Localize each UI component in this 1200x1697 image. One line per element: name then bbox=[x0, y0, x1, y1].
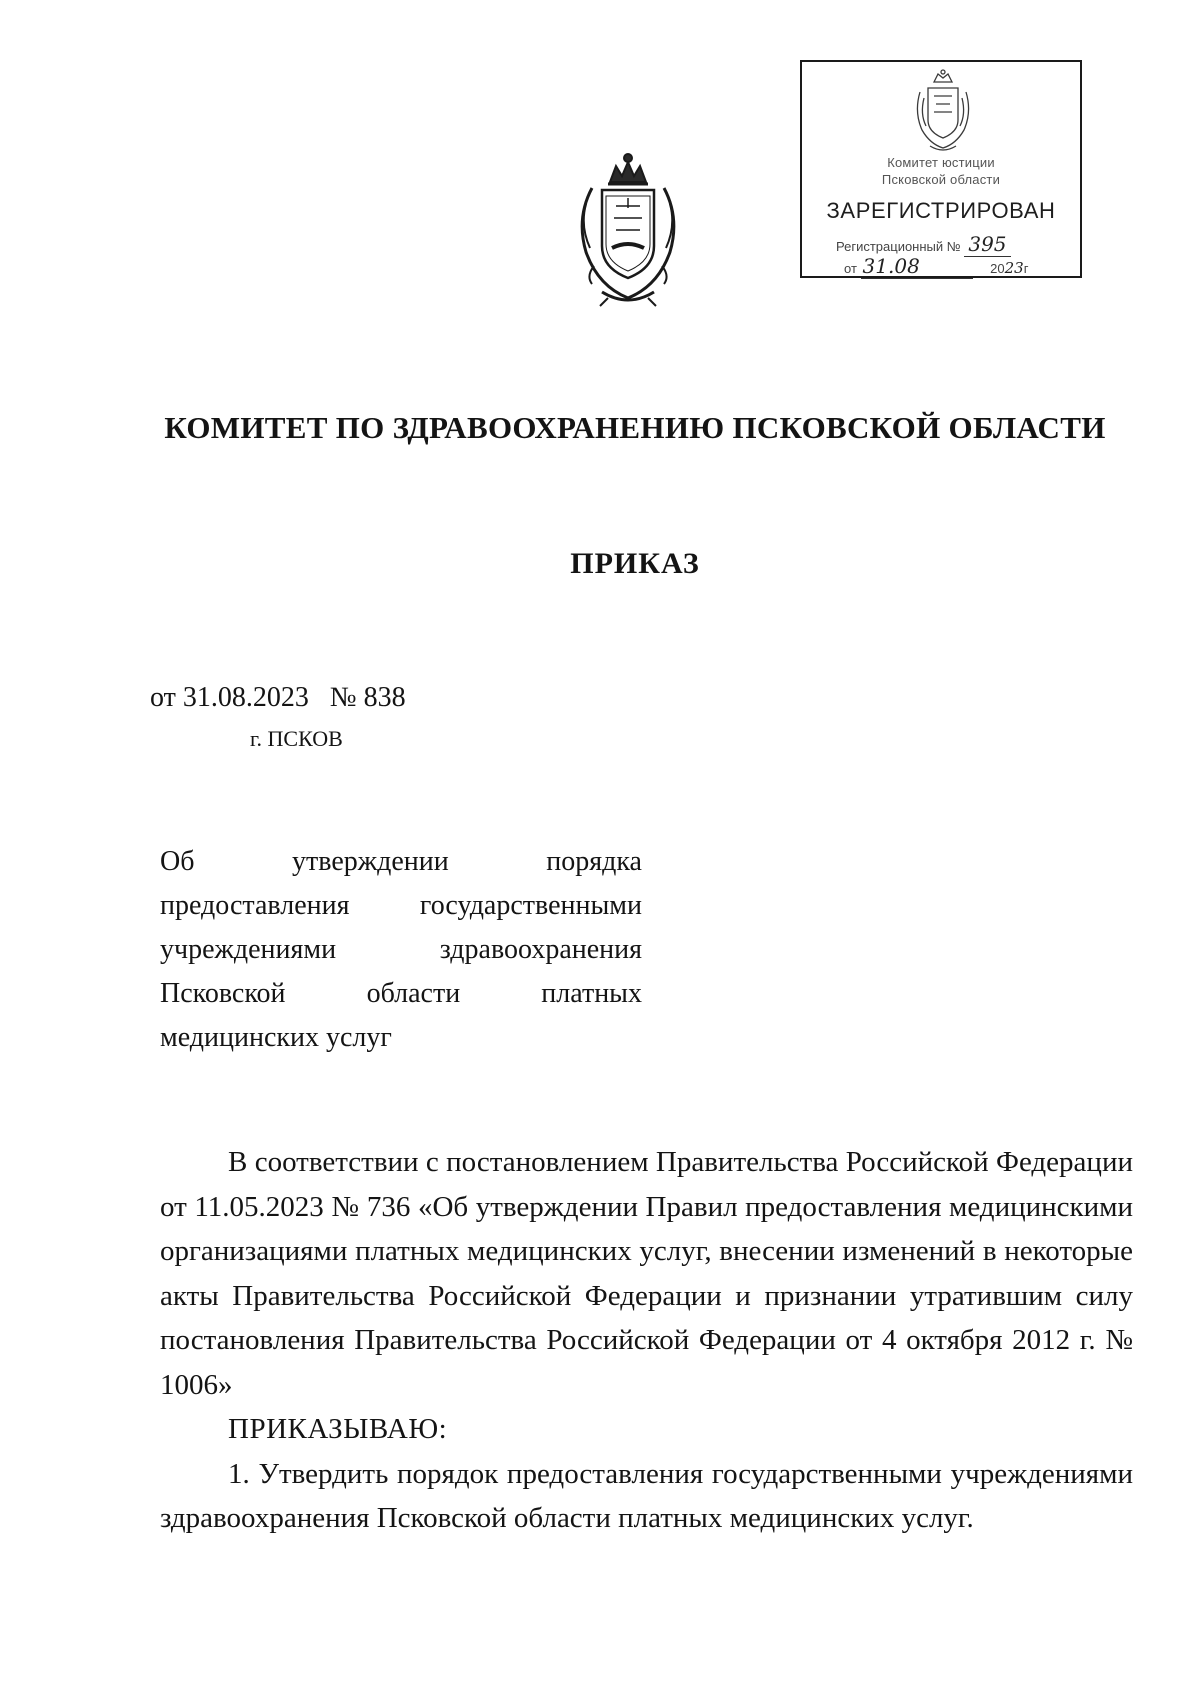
date-prefix: от bbox=[150, 682, 176, 713]
document-number: 838 bbox=[363, 682, 406, 713]
stamp-date-label: от bbox=[844, 261, 857, 276]
stamp-date-line bbox=[844, 254, 1028, 279]
document-type: ПРИКАЗ bbox=[570, 547, 700, 580]
document-city: г. ПСКОВ bbox=[250, 726, 343, 751]
stamp-year-prefix: 20 bbox=[990, 261, 1005, 276]
stamp-reg-number: 395 bbox=[964, 232, 1010, 257]
stamp-year bbox=[990, 261, 1028, 276]
order-item-1: 1. Утвердить порядок предоставления государственными учреждениями здравоохранения Псковской области платных медицинских услуг. bbox=[160, 1457, 1133, 1534]
stamp-status: ЗАРЕГИСТРИРОВАН bbox=[826, 198, 1056, 223]
stamp-organization bbox=[802, 154, 1080, 188]
document-body bbox=[160, 1140, 1133, 1541]
organization-title: КОМИТЕТ ПО ЗДРАВООХРАНЕНИЮ ПСКОВСКОЙ ОБЛАСТИ bbox=[164, 410, 1106, 445]
document-subject: Об утверждении порядка предоставления государственными учреждениями здравоохранения Псковской области платных медицинских услуг bbox=[160, 846, 642, 1053]
stamp-year-suffix: г bbox=[1023, 261, 1029, 276]
document-date: 31.08.2023 bbox=[182, 682, 309, 713]
stamp-registration-line bbox=[836, 232, 1011, 256]
stamp-org-line2: Псковской области bbox=[881, 172, 1001, 187]
registration-stamp bbox=[800, 60, 1082, 278]
stamp-date-value: 31.08 bbox=[861, 254, 973, 279]
preamble-paragraph: В соответствии с постановлением Правительства Российской Федерации от 11.05.2023 № 736 «Об утверждении Правил предоставления медицинскими организациями платных медицинских услуг, внесении изменений в некоторые акты Правительства Российской Федерации и признании утратившим силу постановления Правительства Российской Федерации от 4 октября 2012 г. № 1006» bbox=[160, 1146, 1133, 1401]
coat-of-arms-icon bbox=[910, 68, 976, 154]
stamp-year-value: 23 bbox=[1004, 259, 1024, 277]
stamp-reg-label: Регистрационный № bbox=[836, 239, 961, 254]
order-word: ПРИКАЗЫВАЮ: bbox=[228, 1413, 448, 1445]
number-sign: № bbox=[329, 682, 357, 713]
document-date-number bbox=[150, 682, 406, 714]
coat-of-arms-icon bbox=[572, 148, 684, 308]
stamp-org-line1: Комитет юстиции bbox=[887, 155, 995, 170]
